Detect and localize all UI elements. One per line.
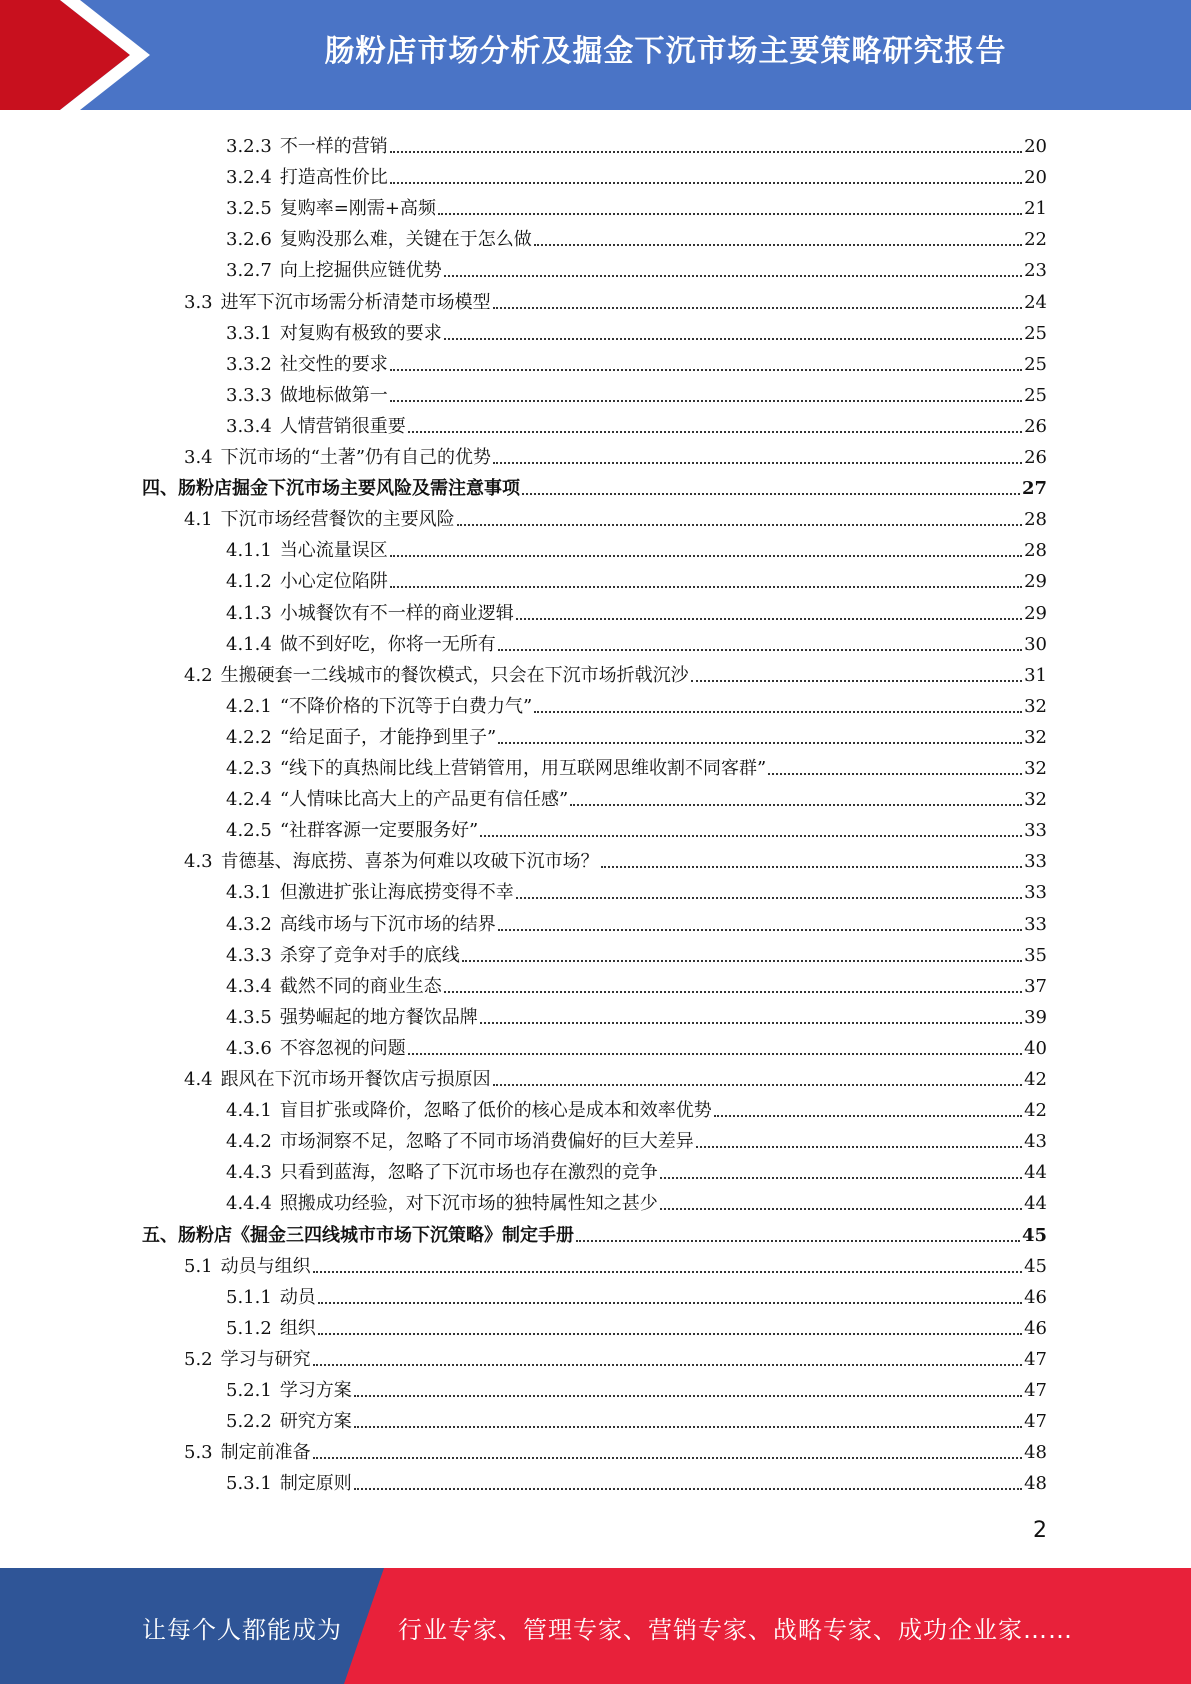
toc-entry-title: “社群客源一定要服务好”: [279, 820, 479, 842]
toc-entry-page: 25: [1024, 353, 1047, 375]
toc-entry-title: 动员与组织: [220, 1255, 311, 1277]
toc-entry-number: 4.4.2: [226, 1131, 272, 1153]
footer-slogan-right: 行业专家、管理专家、营销专家、战略专家、成功企业家……: [398, 1616, 1073, 1644]
toc-entry[interactable]: [226, 873, 1047, 904]
toc-entry-page: 45: [1021, 1224, 1047, 1246]
toc-entry-page: 33: [1024, 820, 1047, 842]
toc-entry-page: 26: [1024, 415, 1047, 437]
toc-entry-page: 47: [1024, 1411, 1047, 1433]
toc-entry-title: 只看到蓝海，忽略了下沉市场也存在激烈的竞争: [279, 1162, 658, 1184]
toc-dot-leader: [534, 244, 1022, 246]
toc-dot-leader: [390, 400, 1022, 402]
toc-entry-number: 3.2.5: [226, 198, 272, 220]
toc-dot-leader: [390, 586, 1022, 588]
toc-entry[interactable]: [226, 220, 1047, 251]
toc-entry-page: 42: [1024, 1069, 1047, 1090]
toc-dot-leader: [313, 1364, 1022, 1366]
toc-entry-number: 4.1.4: [226, 633, 272, 655]
toc-entry-page: 42: [1024, 1100, 1047, 1122]
toc-entry-page: 26: [1024, 447, 1047, 468]
toc-dot-leader: [354, 1488, 1022, 1490]
toc-entry-page: 33: [1024, 913, 1047, 935]
toc-entry-title: 不容忽视的问题: [279, 1037, 406, 1059]
toc-entry-title: 进军下沉市场需分析清楚市场模型: [220, 291, 491, 313]
toc-entry-page: 21: [1024, 198, 1047, 220]
toc-entry-page: 35: [1024, 944, 1047, 966]
toc-entry[interactable]: [226, 127, 1047, 158]
toc-entry-page: 46: [1024, 1286, 1047, 1308]
toc-entry-number: 3.2.6: [226, 229, 272, 251]
toc-entry-title: 不一样的营销: [279, 136, 388, 157]
toc-dot-leader: [570, 804, 1022, 806]
toc-entry-title: 截然不同的商业生态: [279, 975, 442, 997]
toc-entry[interactable]: [226, 998, 1047, 1029]
toc-dot-leader: [390, 151, 1022, 153]
toc-entry-title: “人情味比高大上的产品更有信任感”: [279, 789, 569, 811]
toc-entry[interactable]: [184, 283, 1047, 314]
toc-entry-page: 40: [1024, 1037, 1047, 1059]
toc-dot-leader: [576, 1240, 1020, 1242]
toc-entry-page: 25: [1024, 322, 1047, 344]
toc-entry[interactable]: [226, 780, 1047, 811]
toc-dot-leader: [516, 618, 1022, 620]
toc-entry[interactable]: [226, 1464, 1047, 1495]
toc-entry-number: 4.2.2: [226, 726, 272, 748]
toc-entry[interactable]: [226, 376, 1047, 407]
toc-entry-title: “给足面子，才能挣到里子”: [279, 726, 497, 748]
toc-entry-title: 五、肠粉店《掘金三四线城市市场下沉策略》制定手册: [142, 1224, 574, 1246]
toc-entry-title: 小心定位陷阱: [279, 571, 388, 593]
toc-entry[interactable]: [142, 1216, 1047, 1247]
toc-entry-page: 48: [1024, 1473, 1047, 1495]
toc-entry-title: 小城餐饮有不一样的商业逻辑: [279, 602, 514, 624]
toc-entry[interactable]: [226, 1184, 1047, 1215]
toc-entry-number: 5.2.2: [226, 1411, 272, 1433]
toc-dot-leader: [493, 462, 1022, 464]
toc-entry-page: 31: [1024, 664, 1047, 686]
toc-entry-title: 但激进扩张让海底捞变得不幸: [279, 882, 514, 904]
toc-entry[interactable]: [226, 158, 1047, 189]
toc-entry-number: 3.3.3: [226, 384, 272, 406]
toc-entry-number: 4.1.2: [226, 571, 272, 593]
toc-entry-page: 28: [1024, 540, 1047, 562]
toc-entry-page: 47: [1024, 1380, 1047, 1401]
toc-entry-title: 肯德基、海底捞、喜茶为何难以攻破下沉市场？: [220, 851, 599, 873]
toc-dot-leader: [318, 1333, 1022, 1335]
toc-entry-number: 4.4: [184, 1069, 213, 1090]
toc-dot-leader: [390, 369, 1022, 371]
toc-entry[interactable]: [226, 562, 1047, 593]
toc-dot-leader: [696, 1146, 1022, 1148]
toc-entry[interactable]: [226, 594, 1047, 625]
toc-dot-leader: [462, 960, 1022, 962]
toc-entry-number: 4.1.3: [226, 602, 272, 624]
toc-entry-title: 盲目扩张或降价，忽略了低价的核心是成本和效率优势: [279, 1100, 712, 1122]
toc-entry[interactable]: [142, 469, 1047, 500]
toc-entry[interactable]: [226, 1371, 1047, 1402]
toc-entry-number: 3.4: [184, 447, 213, 468]
toc-entry-number: 4.2.1: [226, 695, 272, 717]
toc-dot-leader: [444, 991, 1022, 993]
toc-dot-leader: [516, 897, 1022, 899]
toc-entry-number: 3.3.4: [226, 415, 272, 437]
toc-entry-title: “不降价格的下沉等于白费力气”: [279, 695, 533, 717]
toc-entry-page: 27: [1021, 478, 1047, 500]
toc-dot-leader: [408, 1053, 1022, 1055]
toc-entry-page: 28: [1024, 509, 1047, 531]
toc-dot-leader: [714, 1115, 1022, 1117]
toc-dot-leader: [390, 182, 1022, 184]
toc-entry-title: 做不到好吃，你将一无所有: [279, 633, 496, 655]
footer-slogan-left: 让每个人都能成为: [142, 1616, 342, 1644]
toc-entry-title: 向上挖掘供应链优势: [279, 260, 442, 282]
toc-dot-leader: [313, 1271, 1022, 1273]
toc-entry-title: 对复购有极致的要求: [279, 322, 442, 344]
toc-dot-leader: [438, 213, 1022, 215]
toc-entry-number: 3.3.2: [226, 353, 272, 375]
toc-entry-title: 下沉市场经营餐饮的主要风险: [220, 509, 455, 531]
toc-dot-leader: [318, 1302, 1022, 1304]
toc-entry-title: “线下的真热闹比线上营销管用，用互联网思维收割不同客群”: [279, 758, 767, 779]
toc-entry-number: 4.3.6: [226, 1037, 272, 1059]
toc-entry-title: 复购没那么难，关键在于怎么做: [279, 229, 532, 251]
toc-entry-number: 3.2.4: [226, 167, 272, 189]
toc-entry[interactable]: [226, 531, 1047, 562]
report-title: 肠粉店市场分析及掘金下沉市场主要策略研究报告: [324, 34, 1007, 69]
toc-entry-number: 5.1.1: [226, 1286, 272, 1308]
toc-dot-leader: [498, 649, 1022, 651]
toc-entry-page: 29: [1024, 571, 1047, 593]
toc-entry-page: 39: [1024, 1006, 1047, 1028]
toc-entry-number: 4.4.4: [226, 1193, 272, 1215]
toc-entry-title: 当心流量误区: [279, 540, 388, 562]
toc-entry[interactable]: [226, 1402, 1047, 1433]
toc-dot-leader: [354, 1395, 1022, 1397]
toc-dot-leader: [390, 555, 1022, 557]
toc-entry[interactable]: [184, 438, 1047, 469]
toc-entry[interactable]: [226, 936, 1047, 967]
toc-entry-number: 4.2.4: [226, 789, 272, 811]
toc-dot-leader: [457, 524, 1022, 526]
toc-entry[interactable]: [226, 1122, 1047, 1153]
toc-entry-title: 高线市场与下沉市场的结界: [279, 913, 496, 935]
toc-entry-page: 22: [1024, 229, 1047, 251]
toc-entry[interactable]: [226, 1278, 1047, 1309]
toc-entry-number: 4.4.1: [226, 1100, 272, 1122]
toc-dot-leader: [660, 1208, 1022, 1210]
toc-entry-page: 48: [1024, 1442, 1047, 1464]
toc-entry-page: 47: [1024, 1348, 1047, 1370]
toc-entry-page: 23: [1024, 260, 1047, 282]
toc-entry-title: 学习方案: [279, 1380, 352, 1401]
toc-dot-leader: [354, 1426, 1022, 1428]
toc-entry-number: 3.3: [184, 291, 213, 313]
toc-entry-number: 4.3.1: [226, 882, 272, 904]
toc-entry-number: 5.2.1: [226, 1380, 272, 1401]
toc-entry-page: 25: [1024, 384, 1047, 406]
toc-entry-number: 4.2.3: [226, 758, 272, 779]
toc-entry-page: 43: [1024, 1131, 1047, 1153]
toc-entry[interactable]: [226, 687, 1047, 718]
toc-entry-page: 30: [1024, 633, 1047, 655]
toc-entry[interactable]: [226, 749, 1047, 780]
toc-entry[interactable]: [184, 1247, 1047, 1278]
toc-dot-leader: [480, 835, 1022, 837]
toc-dot-leader: [601, 866, 1022, 868]
toc-entry[interactable]: [184, 1060, 1047, 1091]
toc-entry-number: 5.2: [184, 1348, 213, 1370]
toc-entry-page: 32: [1024, 695, 1047, 717]
toc-dot-leader: [522, 493, 1020, 495]
toc-entry-page: 32: [1024, 726, 1047, 748]
toc-entry-page: 33: [1024, 882, 1047, 904]
toc-entry-number: 4.1.1: [226, 540, 272, 562]
toc-entry-title: 制定原则: [279, 1473, 352, 1495]
toc-entry[interactable]: [226, 811, 1047, 842]
toc-entry-page: 44: [1024, 1162, 1047, 1184]
toc-entry-number: 4.3.5: [226, 1006, 272, 1028]
toc-dot-leader: [493, 1084, 1022, 1086]
toc-entry[interactable]: [226, 905, 1047, 936]
toc-entry-number: 4.4.3: [226, 1162, 272, 1184]
toc-entry-number: 4.3: [184, 851, 213, 873]
toc-dot-leader: [444, 338, 1022, 340]
toc-entry-title: 生搬硬套一二线城市的餐饮模式，只会在下沉市场折戟沉沙: [220, 664, 689, 686]
toc-entry-title: 强势崛起的地方餐饮品牌: [279, 1006, 478, 1028]
toc-entry[interactable]: [226, 1309, 1047, 1340]
toc-entry-page: 32: [1024, 758, 1047, 779]
toc-entry-number: 5.3.1: [226, 1473, 272, 1495]
toc-entry[interactable]: [226, 251, 1047, 282]
toc-entry-title: 组织: [279, 1317, 316, 1339]
toc-entry-number: 4.3.4: [226, 975, 272, 997]
toc-entry[interactable]: [226, 1091, 1047, 1122]
toc-dot-leader: [444, 275, 1022, 277]
toc-entry-page: 20: [1024, 167, 1047, 189]
toc-dot-leader: [768, 773, 1022, 775]
toc-entry-number: 4.1: [184, 509, 213, 531]
toc-dot-leader: [660, 1177, 1022, 1179]
toc-entry[interactable]: [184, 1340, 1047, 1371]
toc-entry-title: 市场洞察不足，忽略了不同市场消费偏好的巨大差异: [279, 1131, 694, 1153]
toc-dot-leader: [534, 711, 1022, 713]
toc-entry-page: 45: [1024, 1255, 1047, 1277]
toc-dot-leader: [498, 742, 1022, 744]
toc-entry[interactable]: [226, 625, 1047, 656]
toc-entry-number: 4.3.2: [226, 913, 272, 935]
toc-entry-page: 20: [1024, 136, 1047, 157]
page-header: [0, 0, 1191, 110]
toc-entry-number: 4.2.5: [226, 820, 272, 842]
toc-entry-title: 四、肠粉店掘金下沉市场主要风险及需注意事项: [142, 478, 520, 500]
toc-entry-title: 下沉市场的“土著”仍有自己的优势: [220, 447, 492, 468]
toc-entry-page: 37: [1024, 975, 1047, 997]
toc-entry-title: 复购率=刚需+高频: [279, 198, 436, 220]
toc-entry[interactable]: [184, 842, 1047, 873]
toc-entry[interactable]: [226, 1029, 1047, 1060]
toc-dot-leader: [493, 307, 1022, 309]
toc-entry-page: 46: [1024, 1317, 1047, 1339]
toc-entry-number: 5.1.2: [226, 1317, 272, 1339]
toc-entry-title: 打造高性价比: [279, 167, 388, 189]
toc-entry-title: 做地标做第一: [279, 384, 388, 406]
toc-entry-page: 33: [1024, 851, 1047, 873]
page-footer: [0, 1568, 1191, 1684]
toc-dot-leader: [498, 929, 1022, 931]
toc-entry-page: 32: [1024, 789, 1047, 811]
toc-entry-number: 3.2.3: [226, 136, 272, 157]
toc-entry-title: 学习与研究: [220, 1348, 311, 1370]
toc-entry-title: 跟风在下沉市场开餐饮店亏损原因: [220, 1069, 491, 1090]
toc-entry-number: 3.3.1: [226, 322, 272, 344]
toc-entry-title: 动员: [279, 1286, 316, 1308]
toc-entry[interactable]: [226, 967, 1047, 998]
toc-entry-title: 人情营销很重要: [279, 415, 406, 437]
page-number: 2: [1033, 1518, 1047, 1543]
toc-entry-title: 社交性的要求: [279, 353, 388, 375]
toc-entry[interactable]: [226, 345, 1047, 376]
toc-entry-number: 4.3.3: [226, 944, 272, 966]
toc-entry[interactable]: [226, 407, 1047, 438]
toc-entry-title: 照搬成功经验，对下沉市场的独特属性知之甚少: [279, 1193, 658, 1215]
toc-entry-number: 4.2: [184, 664, 213, 686]
toc-dot-leader: [408, 431, 1022, 433]
toc-entry-page: 44: [1024, 1193, 1047, 1215]
toc-entry-number: 5.1: [184, 1255, 213, 1277]
toc-entry-title: 制定前准备: [220, 1442, 311, 1464]
toc-entry-number: 3.2.7: [226, 260, 272, 282]
toc-entry[interactable]: [226, 1153, 1047, 1184]
toc-entry[interactable]: [226, 718, 1047, 749]
toc-entry-title: 研究方案: [279, 1411, 352, 1433]
toc-entry[interactable]: [184, 1433, 1047, 1464]
toc-entry[interactable]: [226, 314, 1047, 345]
toc-entry[interactable]: [226, 189, 1047, 220]
toc-entry-page: 24: [1024, 291, 1047, 313]
toc-entry-page: 29: [1024, 602, 1047, 624]
toc-entry-title: 杀穿了竞争对手的底线: [279, 944, 460, 966]
toc-entry-number: 5.3: [184, 1442, 213, 1464]
toc-dot-leader: [313, 1457, 1022, 1459]
toc-dot-leader: [691, 680, 1022, 682]
toc-entry[interactable]: [184, 656, 1047, 687]
toc-dot-leader: [480, 1022, 1022, 1024]
toc-entry[interactable]: [184, 500, 1047, 531]
